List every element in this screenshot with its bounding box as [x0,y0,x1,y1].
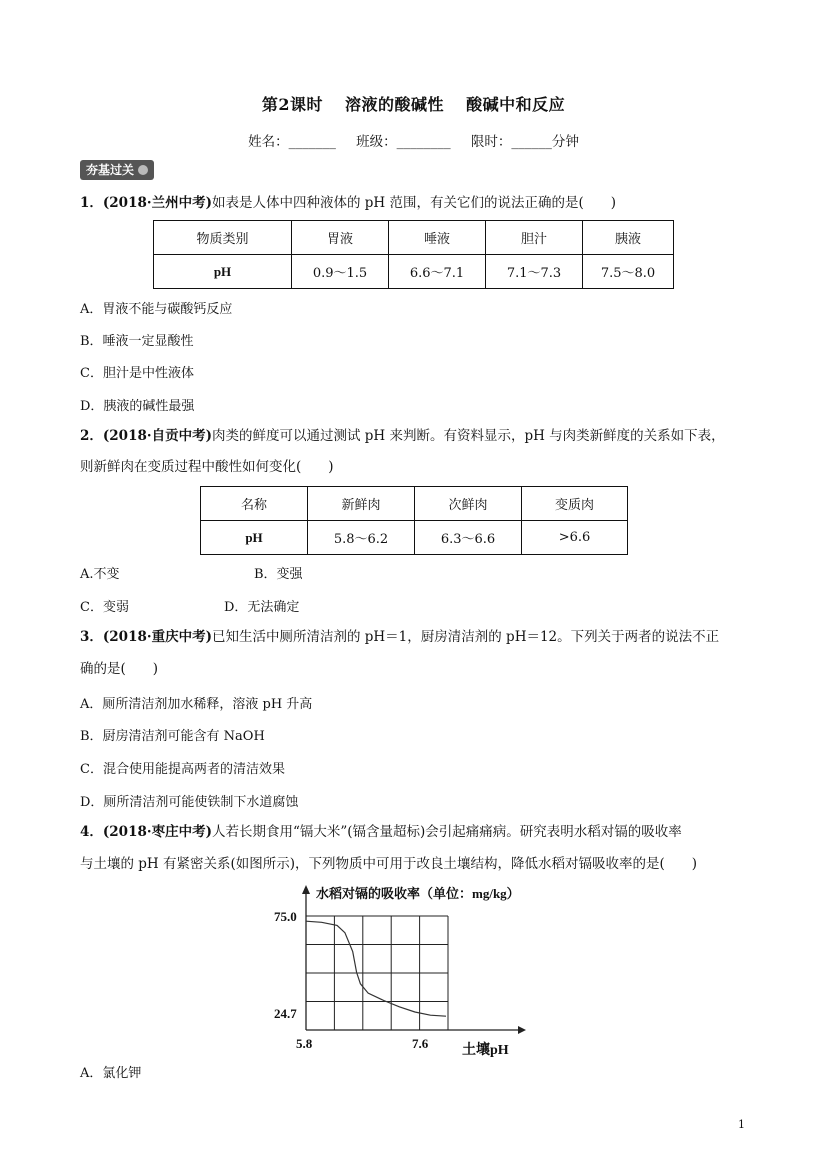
x-axis-arrow-icon [518,1026,526,1034]
table-cell: 胃液 [292,221,389,255]
q3-text-line1: 已知生活中厕所清洁剂的 pH＝1，厨房清洁剂的 pH＝12。下列关于两者的说法不正 [211,629,720,645]
q2-text-line1: 肉类的鲜度可以通过测试 pH 来判断。有资料显示，pH 与肉类新鲜度的关系如下表， [211,428,725,444]
x-tick-label: 7.6 [412,1036,429,1051]
q1-number: 1． [80,195,103,211]
table-cell: 0.9～1.5 [292,255,389,289]
lesson-topic-1: 溶液的酸碱性 [345,95,445,114]
table-cell: 名称 [201,487,308,521]
lesson-number: 第2课时 [261,95,323,114]
q3-option-d: D．厕所清洁剂可能使铁制下水道腐蚀 [80,795,299,810]
lesson-topic-2: 酸碱中和反应 [466,95,566,114]
y-axis-arrow-icon [302,885,310,894]
table-row [154,255,674,289]
q1-text: 如表是人体中四种液体的 pH 范围，有关它们的说法正确的是( ) [211,195,616,211]
q1-option-a: A．胃液不能与碳酸钙反应 [80,302,233,317]
table-cell: pH [154,255,292,289]
q4-text-line1: 人若长期食用“镉大米”(镉含量超标)会引起痛痛病。研究表明水稻对镉的吸收率 [211,824,682,840]
q2-text-line2: 则新鲜肉在变质过程中酸性如何变化( ) [80,459,334,475]
q2-number: 2． [80,428,103,444]
q1-option-b: B．唾液一定显酸性 [80,334,194,349]
table-cell: 次鲜肉 [415,487,522,521]
q4-source: (2018·枣庄中考) [102,824,212,840]
table-cell: 胰液 [583,221,674,255]
question-2 [80,427,725,445]
y-tick-label: 24.7 [274,1006,297,1021]
x-axis-label: 土壤pH [462,1043,509,1058]
class-field: 班级：________ [356,134,451,150]
table-cell: 6.6～7.1 [389,255,486,289]
q2-table [200,486,628,555]
question-4 [80,823,682,841]
q2-option-a: A.不变 [80,567,120,582]
q3-source: (2018·重庆中考) [102,629,212,645]
q1-source: (2018·兰州中考) [102,195,212,211]
q3-option-b: B．厨房清洁剂可能含有 NaOH [80,729,265,744]
table-row [201,487,628,521]
table-cell: 物质类别 [154,221,292,255]
section-badge [80,160,154,180]
table-cell: 7.1～7.3 [486,255,583,289]
q1-option-c: C．胆汁是中性液体 [80,366,194,381]
q1-table [153,220,674,289]
table-row [201,521,628,555]
q2-source: (2018·自贡中考) [102,428,212,444]
table-cell: >6.6 [522,521,628,555]
table-cell: 5.8～6.2 [308,521,415,555]
page-title [0,92,827,115]
table-cell: 6.3～6.6 [415,521,522,555]
y-tick-label: 75.0 [274,909,297,924]
question-3 [80,628,719,646]
q2-option-c: C．变弱 [80,600,129,615]
q3-number: 3． [80,629,103,645]
table-row [154,221,674,255]
section-badge-label: 夯基过关 [86,163,135,177]
q2-option-b: B．变强 [254,567,303,582]
student-info [0,130,827,150]
time-field: 限时：______分钟 [470,134,579,150]
q4-text-line2: 与土壤的 pH 有紧密关系(如图所示)，下列物质中可用于改良土壤结构，降低水稻对镉吸收率的是( ) [80,856,698,872]
question-1 [80,194,616,212]
table-cell: pH [201,521,308,555]
table-cell: 变质肉 [522,487,628,521]
page-number: 1 [738,1118,745,1131]
q4-number: 4． [80,824,103,840]
q1-option-d: D．胰液的碱性最强 [80,399,195,414]
table-cell: 胆汁 [486,221,583,255]
cadmium-absorption-chart [270,878,560,1058]
table-cell: 新鲜肉 [308,487,415,521]
name-field: 姓名：_______ [248,134,336,150]
table-cell: 7.5～8.0 [583,255,674,289]
table-cell: 唾液 [389,221,486,255]
q2-option-d: D．无法确定 [224,600,300,615]
q3-option-c: C．混合使用能提高两者的清洁效果 [80,762,285,777]
x-tick-label: 5.8 [296,1036,313,1051]
chart-title: 水稻对镉的吸收率（单位：mg/kg） [316,886,520,901]
q4-option-a: A．氯化钾 [80,1066,142,1081]
q3-text-line2: 确的是( ) [80,661,159,677]
q3-option-a: A．厕所清洁剂加水稀释，溶液 pH 升高 [80,697,313,712]
badge-dot-icon [138,165,148,175]
